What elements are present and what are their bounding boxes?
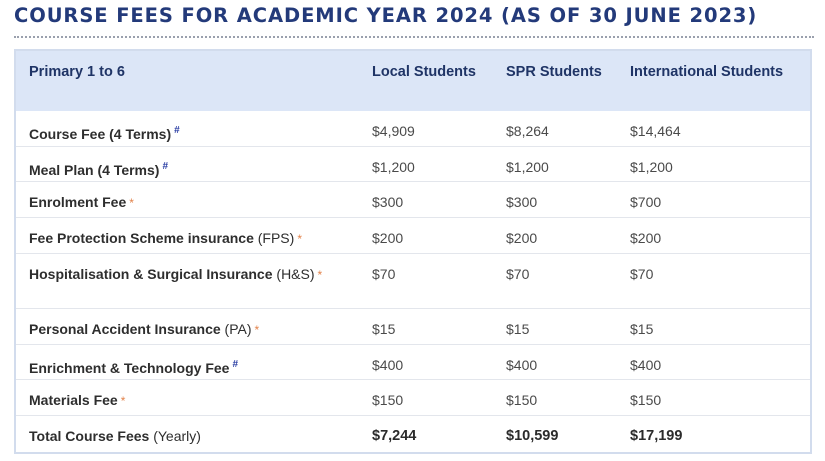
local-fee-value: $7,244 [372, 428, 417, 444]
fee-item-abbreviation: (FPS) [253, 230, 295, 246]
table-row [16, 254, 810, 309]
international-fee-value: $1,200 [630, 159, 673, 175]
fee-item-abbreviation: (H&S) [272, 266, 315, 282]
row-label-cell [16, 254, 359, 308]
international-fee-value: $15 [630, 321, 654, 337]
row-label-cell [16, 309, 359, 344]
header-local-students: Local Students [372, 64, 476, 80]
header-level: Primary 1 to 6 [29, 64, 125, 80]
fee-item-label: Total Course Fees [29, 428, 150, 444]
spr-fee-value: $1,200 [506, 159, 549, 175]
local-fee-value: $200 [372, 230, 404, 246]
fee-item-label: Enrolment Fee [29, 194, 127, 210]
header-international-students: International Students [630, 64, 784, 80]
table-header-row [16, 51, 810, 111]
row-label-cell [16, 147, 359, 181]
table-row [16, 218, 810, 254]
fee-rows [16, 111, 810, 452]
course-fees-table [14, 49, 812, 454]
fee-item-label: Fee Protection Scheme insurance [29, 230, 254, 246]
row-label-cell [16, 345, 359, 379]
row-label-cell [16, 182, 359, 217]
local-fee-value: $150 [372, 392, 404, 408]
international-fee-value: $700 [630, 194, 662, 210]
table-row [16, 147, 810, 182]
spr-fee-value: $8,264 [506, 123, 549, 139]
fee-item-label: Personal Accident Insurance [29, 321, 221, 337]
hash-footnote-marker: # [162, 161, 169, 172]
table-row [16, 345, 810, 380]
table-row [16, 309, 810, 345]
international-fee-value: $14,464 [630, 123, 681, 139]
hash-footnote-marker: # [174, 125, 180, 136]
table-row [16, 111, 810, 147]
spr-fee-value: $150 [506, 392, 538, 408]
table-row [16, 182, 810, 218]
spr-fee-value: $70 [506, 266, 530, 282]
hash-footnote-marker: # [232, 359, 238, 370]
fee-item-label: Materials Fee [29, 392, 118, 408]
asterisk-footnote-marker: * [129, 196, 134, 210]
local-fee-value: $70 [372, 266, 396, 282]
title-divider [14, 36, 814, 38]
header-spr-students: SPR Students [506, 64, 602, 80]
asterisk-footnote-marker: * [254, 323, 260, 337]
table-row [16, 380, 810, 416]
spr-fee-value: $400 [506, 357, 538, 373]
row-label-cell [16, 380, 359, 415]
international-fee-value: $17,199 [630, 428, 683, 444]
international-fee-value: $150 [630, 392, 662, 408]
local-fee-value: $4,909 [372, 123, 415, 139]
row-label-cell [16, 111, 359, 146]
fee-item-label: Course Fee (4 Terms) [29, 126, 172, 142]
spr-fee-value: $10,599 [506, 428, 559, 444]
row-label-cell [16, 218, 359, 253]
fee-item-abbreviation: (PA) [220, 321, 252, 337]
row-label-cell [16, 416, 359, 452]
fee-item-label: Enrichment & Technology Fee [29, 360, 230, 376]
international-fee-value: $200 [630, 230, 662, 246]
fee-item-label: Meal Plan (4 Terms) [29, 162, 160, 178]
fee-item-label: Hospitalisation & Surgical Insurance [29, 266, 273, 282]
asterisk-footnote-marker: * [120, 394, 126, 408]
spr-fee-value: $200 [506, 230, 538, 246]
local-fee-value: $300 [372, 194, 404, 210]
asterisk-footnote-marker: * [297, 232, 302, 246]
local-fee-value: $1,200 [372, 159, 415, 175]
local-fee-value: $15 [372, 321, 396, 337]
fee-item-abbreviation: (Yearly) [149, 428, 201, 444]
local-fee-value: $400 [372, 357, 404, 373]
total-row [16, 416, 810, 452]
page-title: COURSE FEES FOR ACADEMIC YEAR 2024 (AS OF 30 JUNE 2023) [14, 4, 758, 27]
spr-fee-value: $15 [506, 321, 530, 337]
international-fee-value: $70 [630, 266, 654, 282]
asterisk-footnote-marker: * [317, 268, 323, 282]
spr-fee-value: $300 [506, 194, 538, 210]
international-fee-value: $400 [630, 357, 662, 373]
